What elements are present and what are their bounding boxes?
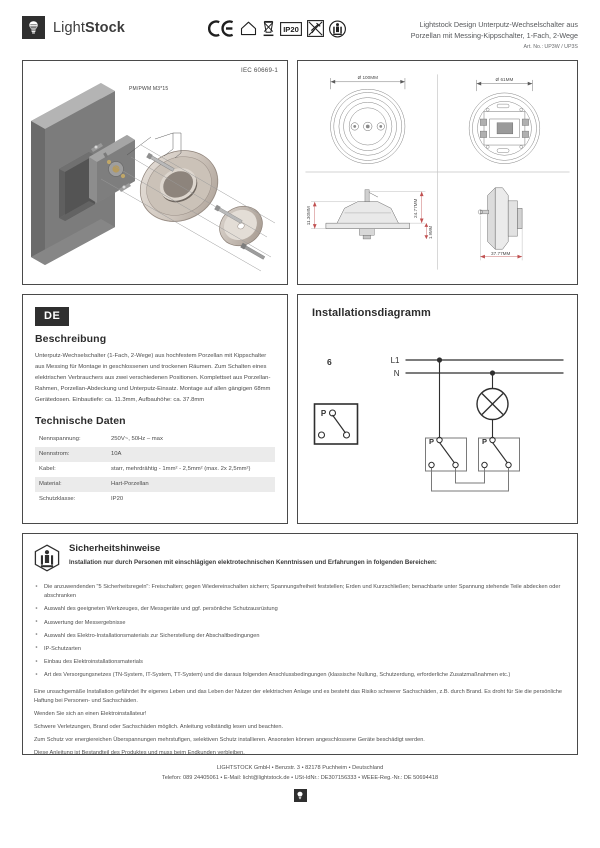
list-item: ‣ IP-Schutzarten bbox=[34, 645, 566, 654]
description-text: Unterputz-Wechselschalter (1-Fach, 2-Wege) aus hochfestem Porzellan mit Kippschalter aus Messing für Montage in geschlossenen und trockenen Räumen. Zum Schalten eines elektrischen Verbrauchers aus zwei verschiedenen Positionen. Komplettset aus Porzellan-Rahmen, Porzellan-Abdeckung und Unterputz-Einsatz. Montage auf allen gängigen 68mm Gerätedosen. Einbautiefe: ca. 11.3mm, Aufbauhöhe: ca. 37.8mm bbox=[35, 353, 271, 403]
dim-total-depth: 37.77MM bbox=[491, 250, 511, 256]
footer-company: LIGHTSTOCK GmbH • Benzstr. 3 • 82178 Puchheim • Deutschland bbox=[216, 765, 384, 771]
table-row bbox=[35, 447, 275, 462]
page-header bbox=[22, 16, 578, 56]
symbol-number: 6 bbox=[327, 357, 332, 367]
svg-text:P: P bbox=[428, 437, 435, 446]
side-section-view bbox=[306, 190, 433, 239]
switch-symbol-legend bbox=[315, 404, 358, 444]
list-item: ‣ Art des Versorgungsnetzes (TN-System, IT-System, TT-System) und die daraus folgenden Anschlussbedingungen (klassische Nullung, Schutzerdung, erforderliche Zusatzmaßnahmen etc.) bbox=[34, 671, 566, 680]
back-view bbox=[469, 77, 540, 164]
spec-key: Nennspannung: bbox=[39, 436, 81, 443]
spec-key: Nennstrom: bbox=[39, 451, 70, 458]
dim-base-height: 11.30MM bbox=[306, 206, 312, 226]
spec-key: Material: bbox=[39, 481, 62, 488]
line-live-label: L1 bbox=[390, 356, 400, 365]
svg-text:P: P bbox=[481, 437, 488, 446]
table-row bbox=[35, 492, 275, 507]
brand-logo bbox=[22, 16, 125, 39]
list-item: ‣ Einbau des Elektroinstallationsmaterials bbox=[34, 658, 566, 667]
list-item: ‣ Auswahl des geeigneten Werkzeuges, der Messgeräte und ggf. persönliche Schutzausrüstung bbox=[34, 605, 566, 614]
safety-subheading: Installation nur durch Personen mit einschlägigen elektrotechnischen Kenntnissen und Erfahrungen in folgenden Bereichen: bbox=[69, 559, 437, 566]
dim-back-diameter: Ø 61MM bbox=[495, 76, 514, 82]
cad-quadrants bbox=[298, 61, 577, 284]
list-item: ‣ Auswertung der Messergebnisse bbox=[34, 619, 566, 628]
lightbulb-icon bbox=[294, 789, 307, 802]
product-title bbox=[411, 16, 578, 52]
brand-name-light: Light bbox=[53, 19, 85, 36]
read-manual-person-icon bbox=[34, 544, 60, 577]
language-badge: DE bbox=[35, 307, 69, 326]
dim-knob-height: 24.77MM bbox=[413, 198, 419, 218]
brand-name bbox=[53, 20, 125, 36]
safety-paragraph: Eine unsachgemäße Installation gefährdet Ihr eigenes Leben und das Leben der Nutzer der elektrischen Anlage und es besteht das Risiko schwerer Sachschäden, z.B. durch Brand. Es droht für Sie die persönliche Haftung bei Personen- und Sachschäden. bbox=[34, 688, 562, 705]
spec-value: starr, mehrdrähtig - 1mm² - 2,5mm² (max. 2x 2,5mm²) bbox=[111, 466, 251, 473]
info-row bbox=[22, 294, 578, 524]
safety-bullet-list bbox=[34, 583, 566, 681]
line-neutral-label: N bbox=[393, 369, 400, 378]
safety-paragraphs bbox=[34, 688, 566, 759]
indoor-use-house-icon bbox=[240, 20, 257, 37]
description-panel bbox=[22, 294, 288, 524]
exploded-assembly-drawing bbox=[23, 61, 287, 284]
table-row bbox=[35, 432, 275, 447]
front-view bbox=[331, 75, 405, 164]
technical-data-heading: Technische Daten bbox=[35, 414, 126, 427]
no-hammer-crossed-icon bbox=[307, 20, 324, 37]
read-manual-person-icon bbox=[329, 20, 346, 38]
installation-panel bbox=[297, 294, 578, 524]
description-heading: Beschreibung bbox=[35, 333, 107, 345]
dim-plate-thickness: 1.9MM bbox=[427, 225, 433, 239]
certification-icons bbox=[208, 19, 346, 38]
list-item: ‣ Auswahl des Elektro-Installationsmaterials zur Sicherstellung der Abschaltbedingungen bbox=[34, 632, 566, 641]
table-row bbox=[35, 462, 275, 477]
spec-value: 250V~, 50Hz – max bbox=[111, 436, 163, 443]
switch-right bbox=[479, 437, 520, 471]
side-profile-view bbox=[478, 188, 522, 261]
svg-text:P: P bbox=[320, 409, 327, 418]
article-number: Art. No.: UP3W / UP3S bbox=[523, 44, 578, 51]
safety-paragraph: Wenden Sie sich an einen Elektroinstallateur! bbox=[34, 711, 147, 718]
spec-key: Kabel: bbox=[39, 466, 56, 473]
list-item: ‣ Die anzuwendenden "5 Sicherheitsregeln": Freischalten; gegen Wiedereinschalten sichern; Spannungsfreiheit feststellen; Erden und Kurzschließen; benachbarte unter Spannung stehende Teile abdecken oder abschranken bbox=[34, 583, 566, 601]
exploded-view-panel bbox=[22, 60, 288, 285]
product-title-line2: Porzellan mit Messing-Kippschalter, 1-Fach, 2-Wege bbox=[410, 31, 578, 41]
safety-paragraph: Diese Anleitung ist Bestandteil des Produktes und muss beim Endkunden verbleiben. bbox=[34, 750, 245, 757]
spec-value: 10A bbox=[111, 451, 122, 458]
spec-value: Hart-Porzellan bbox=[111, 481, 149, 488]
lamp-symbol bbox=[477, 389, 508, 420]
switch-left bbox=[426, 437, 467, 471]
safety-panel bbox=[22, 533, 578, 755]
svg-text:IP20: IP20 bbox=[283, 24, 299, 34]
safety-paragraph: Zum Schutz vor energiereichen Überspannungen mehrstufigen, selektiven Schutz installieren. Ansonsten können angeschlossene Geräte beschädigt werden. bbox=[34, 737, 425, 744]
drawings-row bbox=[22, 60, 578, 285]
brand-name-bold: Stock bbox=[84, 19, 125, 36]
wiring-diagram bbox=[298, 325, 577, 517]
ce-mark-icon bbox=[208, 19, 235, 38]
table-row bbox=[35, 477, 275, 492]
safety-heading: Sicherheitshinweise bbox=[69, 543, 161, 554]
spec-key: Schutzklasse: bbox=[39, 496, 76, 503]
ip-rating-icon bbox=[280, 22, 302, 36]
safety-paragraph: Schwere Verletzungen, Brand oder Sachschäden möglich. Anleitung vollständig lesen und beachten. bbox=[34, 724, 284, 731]
dim-front-diameter: Ø 100MM bbox=[357, 75, 378, 80]
weee-crossed-bin-icon bbox=[262, 20, 275, 38]
footer-contact: Telefon: 089 24405061 • E-Mail: licht@lightstock.de • USt-IdNr.: DE307156333 • WEEE-Reg.-Nr.: DE 50694418 bbox=[161, 774, 439, 781]
spec-value: IP20 bbox=[111, 496, 124, 503]
page-footer bbox=[22, 764, 578, 802]
product-title-line1: Lightstock Design Unterputz-Wechselschalter aus bbox=[419, 20, 578, 29]
dimension-drawings-panel bbox=[297, 60, 578, 285]
standard-label: IEC 60669-1 bbox=[241, 67, 278, 74]
installation-heading: Installationsdiagramm bbox=[312, 307, 431, 319]
lightbulb-icon bbox=[22, 16, 45, 39]
technical-data-table bbox=[35, 432, 275, 507]
safety-header bbox=[34, 543, 566, 577]
screw-spec-label: PM/PWM M3*15 bbox=[129, 85, 169, 92]
